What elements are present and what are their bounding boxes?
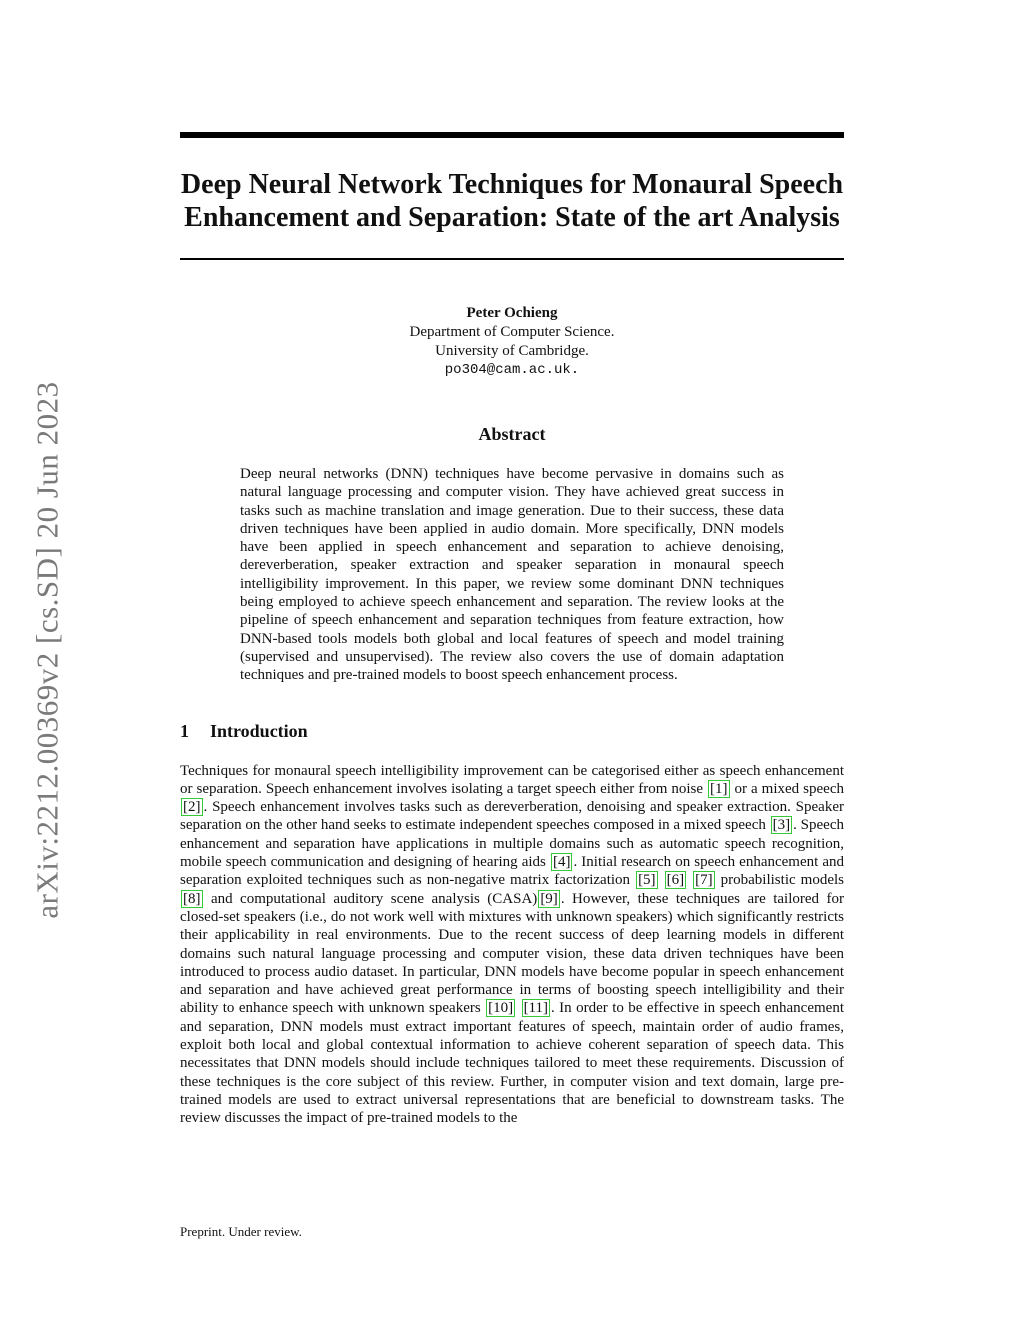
- section-title: Introduction: [210, 720, 308, 741]
- citation-link[interactable]: [10]: [488, 1000, 514, 1017]
- citation-link[interactable]: [4]: [552, 854, 571, 871]
- paper-first-page: [180, 132, 844, 1128]
- author-email: po304@cam.ac.uk.: [444, 362, 580, 378]
- arxiv-id-text: arXiv:2212.00369v2 [cs.SD] 20 Jun 2023: [30, 381, 66, 919]
- intro-text: and computational auditory scene analysis (CASA): [203, 890, 538, 907]
- citation-link[interactable]: [9]: [540, 890, 558, 907]
- citation-link[interactable]: [6]: [666, 872, 685, 889]
- intro-text: probabilistic models: [715, 872, 844, 889]
- section-number: 1: [180, 720, 189, 741]
- author-university: University of Cambridge.: [435, 343, 589, 359]
- author-department: Department of Computer Science.: [409, 324, 615, 340]
- abstract-text: Deep neural networks (DNN) techniques have become pervasive in domains such as natural language processing and computer vision. They have achieved great success in tasks such as machine translation and image generation. Due to their success, these data driven techniques have been applied in audio domain. More specifically, DNN models have been applied in speech enhancement and separation to achieve denoising, dereverberation, speaker extraction and speaker separation in monaural speech intelligibility improvement. In this paper, we review some dominant DNN techniques being employed to achieve speech enhancement and separation. The review looks at the pipeline of speech enhancement and separation techniques from feature extraction, how DNN-based tools models both global and local features of speech and model training (supervised and unsupervised). The review also covers the use of domain adaptation techniques and pre-trained models to boost speech enhancement process.: [240, 466, 784, 684]
- author-name: Peter Ochieng: [466, 305, 558, 321]
- citation-link[interactable]: [5]: [638, 872, 656, 889]
- citation-link[interactable]: [1]: [710, 780, 728, 797]
- introduction-paragraph: [180, 762, 844, 1128]
- citation-link[interactable]: [7]: [695, 872, 713, 889]
- section-heading: [180, 721, 844, 742]
- preprint-footer: Preprint. Under review.: [180, 1224, 302, 1239]
- title-top-rule: [180, 132, 844, 138]
- intro-text: . Initial research on speech enhancement and separation exploited techniques such as non-negative matrix factorization: [180, 854, 845, 889]
- citation-link[interactable]: [11]: [523, 1000, 548, 1017]
- arxiv-side-stamp: [28, 360, 68, 940]
- citation-link[interactable]: [3]: [772, 817, 791, 834]
- intro-text: . Speech enhancement involves tasks such as dereverberation, denoising and speaker extraction. Speaker separation on the other hand seeks to estimate independent speeches composed in a mixed speech: [180, 799, 844, 834]
- author-block: [180, 304, 844, 380]
- citation-link[interactable]: [2]: [183, 799, 201, 816]
- paper-title: Deep Neural Network Techniques for Monaural Speech Enhancement and Separation: State of the art Analysis: [180, 169, 844, 233]
- intro-text: . In order to be effective in speech enhancement and separation, DNN models must extract important features of speech, maintain order of audio frames, exploit both local and global contextual information to achieve coherent separation of speech data. This necessitates that DNN models should include techniques tailored to meet these requirements. Discussion of these techniques is the core subject of this review. Further, in computer vision and text domain, large pre-trained models are used to extract universal representations that are beneficial to downstream tasks. The review discusses the impact of pre-trained models to the: [180, 1000, 844, 1127]
- title-bottom-rule: [180, 258, 844, 260]
- citation-link[interactable]: [8]: [183, 890, 201, 907]
- intro-text: . Speech enhancement and separation have applications in multiple domains such as automatic speech recognition, mobile speech communication and designing of hearing aids: [180, 817, 844, 871]
- intro-text: or a mixed speech: [730, 780, 844, 797]
- abstract-heading: Abstract: [478, 424, 546, 444]
- intro-text: . However, these techniques are tailored for closed-set speakers (i.e., do not work well with mixtures with unknown speakers) which significantly restricts their applicability in real environments. Due to the recent success of deep learning models in different domains such natural language processing and computer vision, these data driven techniques have been introduced to process audio dataset. In particular, DNN models have become popular in speech enhancement and separation and have achieved great performance in terms of boosting speech intelligibility and their ability to enhance speech with unknown speakers: [180, 890, 844, 1017]
- intro-text: Techniques for monaural speech intelligibility improvement can be categorised either as speech enhancement or separation. Speech enhancement involves isolating a target speech either from noise: [180, 762, 844, 797]
